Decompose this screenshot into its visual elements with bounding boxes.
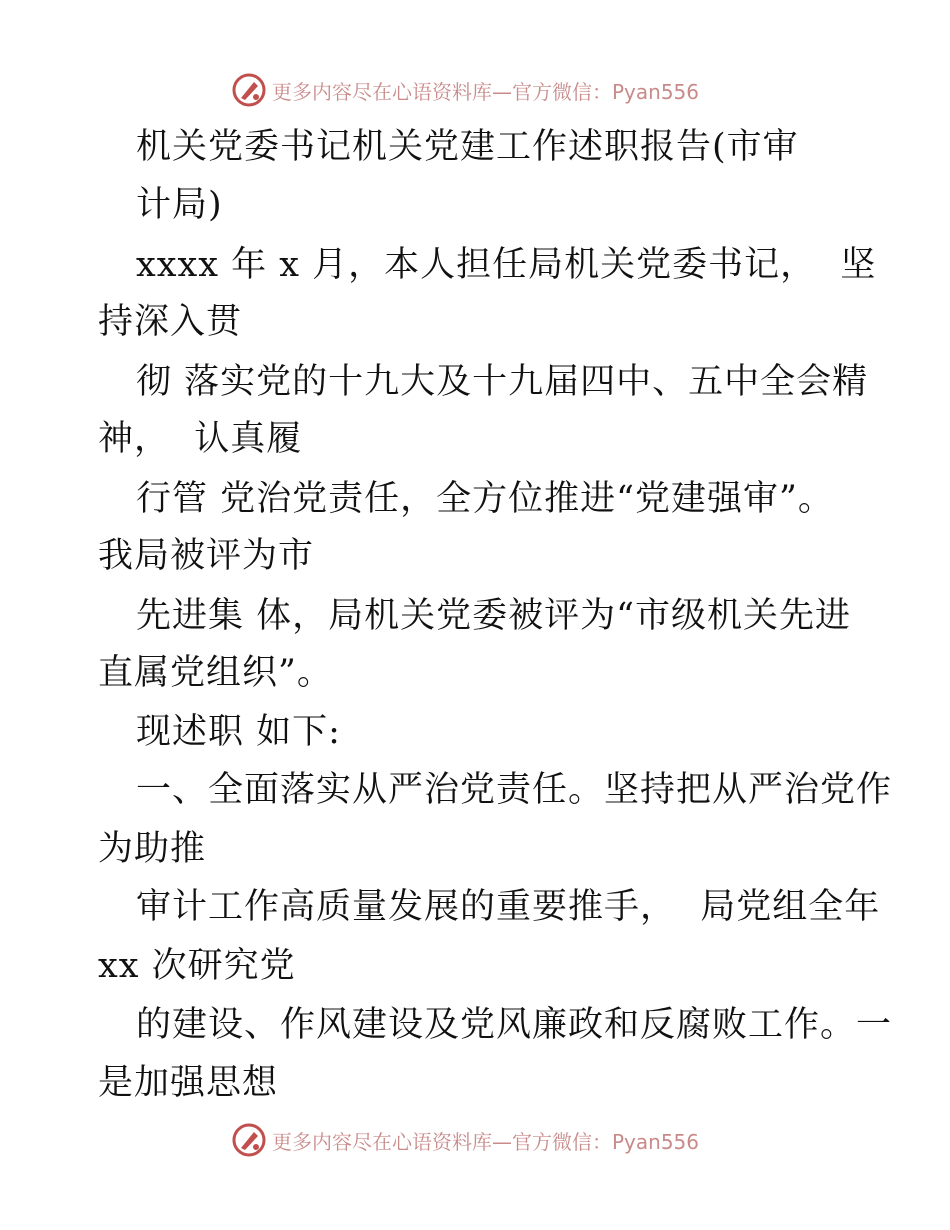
text-line: 神， 认真履	[98, 419, 303, 459]
text-line: xxxx 年 x 月，本人担任局机关党委书记， 坚	[136, 245, 877, 285]
watermark-text: 更多内容尽在心语资料库—官方微信：Pyan556	[272, 79, 700, 104]
text-line: xx 次研究党	[98, 946, 296, 986]
text-line: 我局被评为市	[98, 536, 315, 576]
text-line: 现述职 如下:	[136, 712, 341, 752]
text-line: 一、全面落实从严治党责任。坚持把从严治党作	[136, 770, 893, 810]
pen-logo-icon	[232, 1123, 266, 1157]
text-line: 直属党组织”。	[98, 653, 333, 693]
text-line: 先进集 体，局机关党委被评为“市级机关先进	[136, 596, 852, 636]
text-line: 行管 党治党责任，全方位推进“党建强审”。	[136, 479, 834, 519]
text-line: 审计工作高质量发展的重要推手， 局党组全年	[136, 887, 881, 927]
watermark-text: 更多内容尽在心语资料库—官方微信：Pyan556	[272, 1129, 700, 1154]
text-line: 计局)	[136, 185, 223, 225]
header-watermark	[232, 70, 699, 110]
pen-logo-icon	[232, 73, 266, 107]
footer-watermark	[232, 1120, 699, 1160]
text-line: 持深入贯	[98, 302, 243, 342]
text-line: 是加强思想	[98, 1063, 279, 1103]
text-line: 机关党委书记机关党建工作述职报告(市审	[136, 127, 799, 167]
text-line: 的建设、作风建设及党风廉政和反腐败工作。一	[136, 1005, 893, 1045]
text-line: 为助推	[98, 829, 207, 869]
text-line: 彻 落实党的十九大及十九届四中、五中全会精	[136, 362, 869, 402]
